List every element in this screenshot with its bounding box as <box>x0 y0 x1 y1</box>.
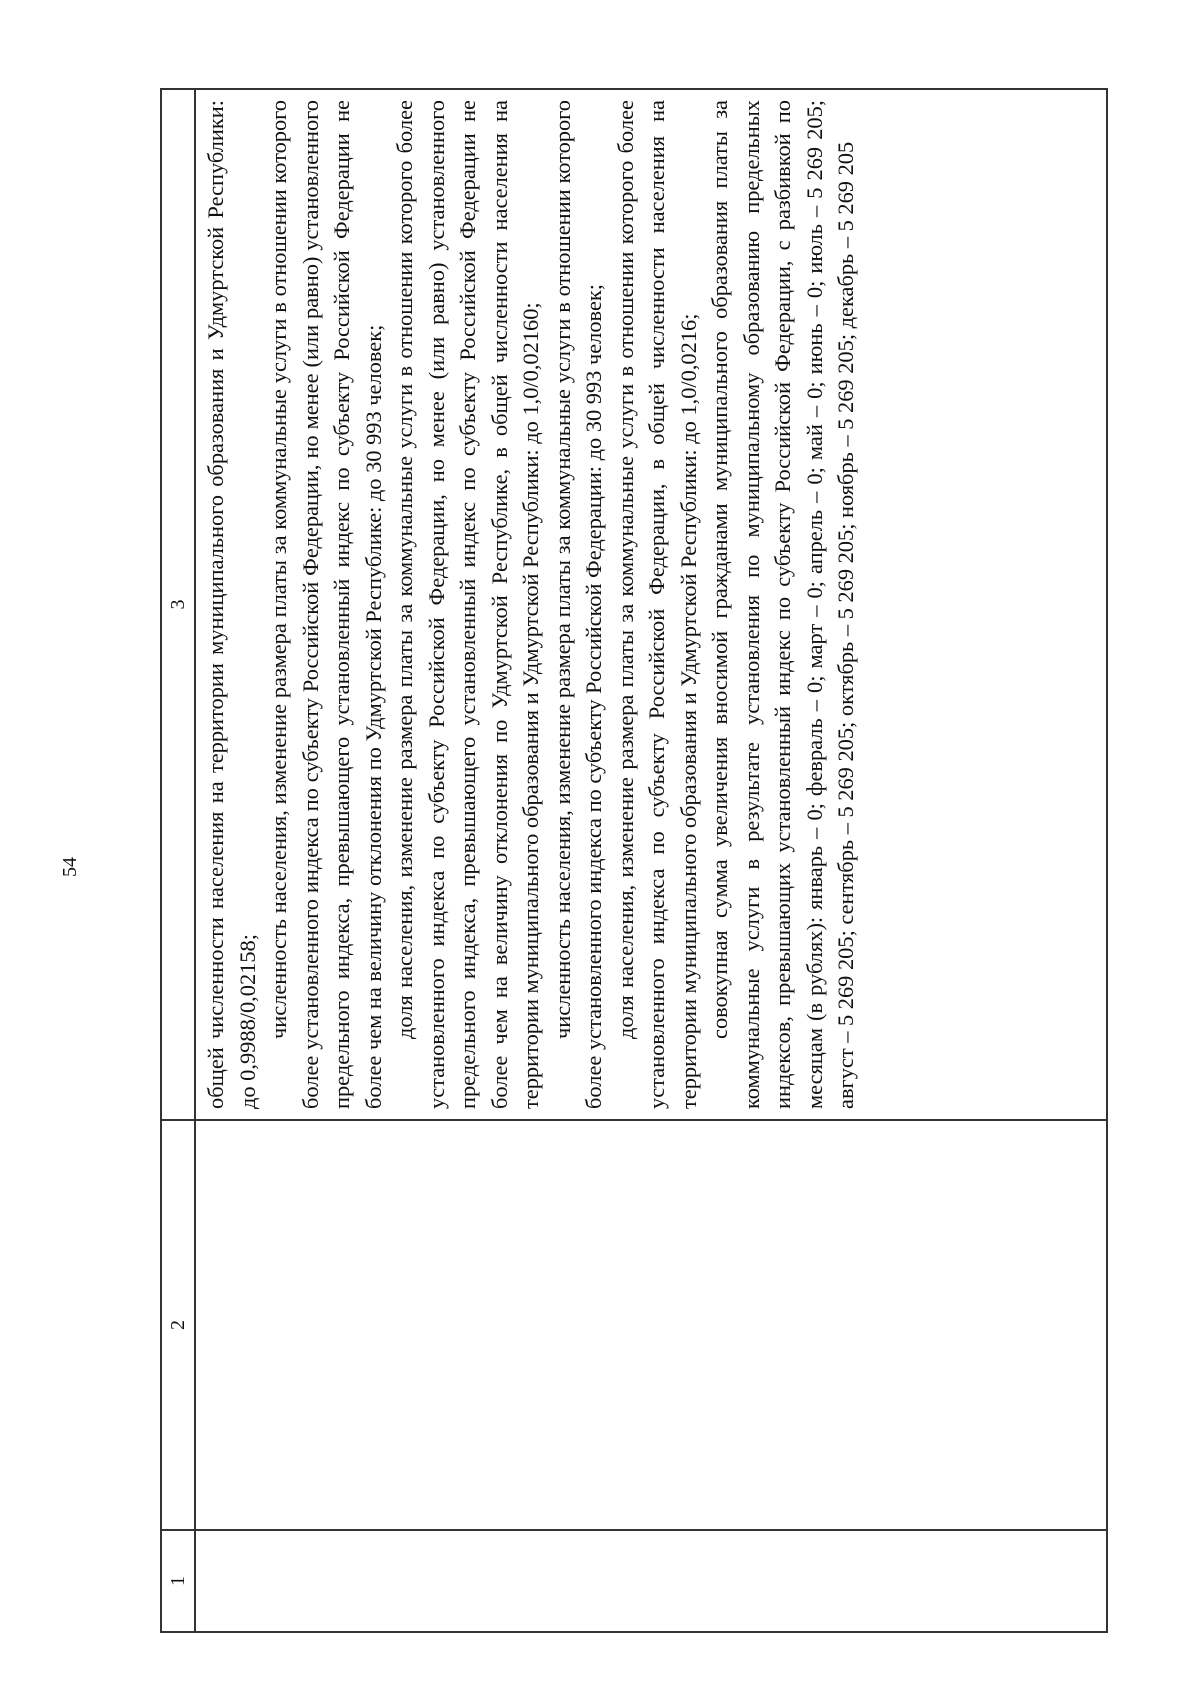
table-container <box>160 88 1108 1633</box>
paragraph: численность населения, изменение размера платы за коммунальные услуги в отношении которого более установленного индекса по субъекту Российской Федерации: до 30 993 человек; <box>549 100 606 1109</box>
paragraph: численность населения, изменение размера платы за коммунальные услуги в отношении которого более установленного индекса по субъекту Российской Федерации, но менее (или равно) установленного предельного индекса, превышающего установленный индекс по субъекту Российской Федерации не более чем на величину отклонения по Удмуртской Республике: до 30 993 человек; <box>266 100 386 1109</box>
document-table <box>160 88 1108 1633</box>
page-number: 54 <box>59 857 81 877</box>
header-cell-2: 2 <box>161 1120 195 1530</box>
header-cell-3: 3 <box>161 89 195 1120</box>
paragraph: общей численности населения на территории муниципального образования и Удмуртской Республики: до 0,9988/0,02158; <box>203 100 260 1109</box>
cell-col-2 <box>195 1120 1107 1530</box>
paragraph: доля населения, изменение размера платы за коммунальные услуги в отношении которого более установленного индекса по субъекту Российской Федерации, в общей численности населения на территории муниципального образования и Удмуртской Республики: до 1,0/0,0216; <box>612 100 701 1109</box>
cell-col-1 <box>195 1530 1107 1632</box>
cell-content <box>196 90 872 1119</box>
cell-col-3 <box>195 89 1107 1120</box>
table-row <box>195 89 1107 1632</box>
paragraph: совокупная сумма увеличения вносимой гражданами муниципального образования платы за коммунальные услуги в результате установления по муниципальному образованию предельных индексов, превышающих установленный индекс по субъекту Российской Федерации, с разбивкой по месяцам (в рублях): январь – 0; февраль – 0; март – 0; апрель – 0; май – 0; июнь – 0; июль – 5 269 205; август – 5 269 205; сентябрь – 5 269 205; октябрь – 5 269 205; ноябрь – 5 269 205; декабрь – 5 269 205 <box>707 100 858 1109</box>
table-header-row <box>161 89 195 1632</box>
header-cell-1: 1 <box>161 1530 195 1632</box>
paragraph: доля населения, изменение размера платы за коммунальные услуги в отношении которого более установленного индекса по субъекту Российской Федерации, но менее (или равно) установленного предельного индекса, превышающего установленный индекс по субъекту Российской Федерации не более чем на величину отклонения по Удмуртской Республике, в общей численности населения на территории муниципального образования и Удмуртской Республики: до 1,0/0,02160; <box>392 100 543 1109</box>
